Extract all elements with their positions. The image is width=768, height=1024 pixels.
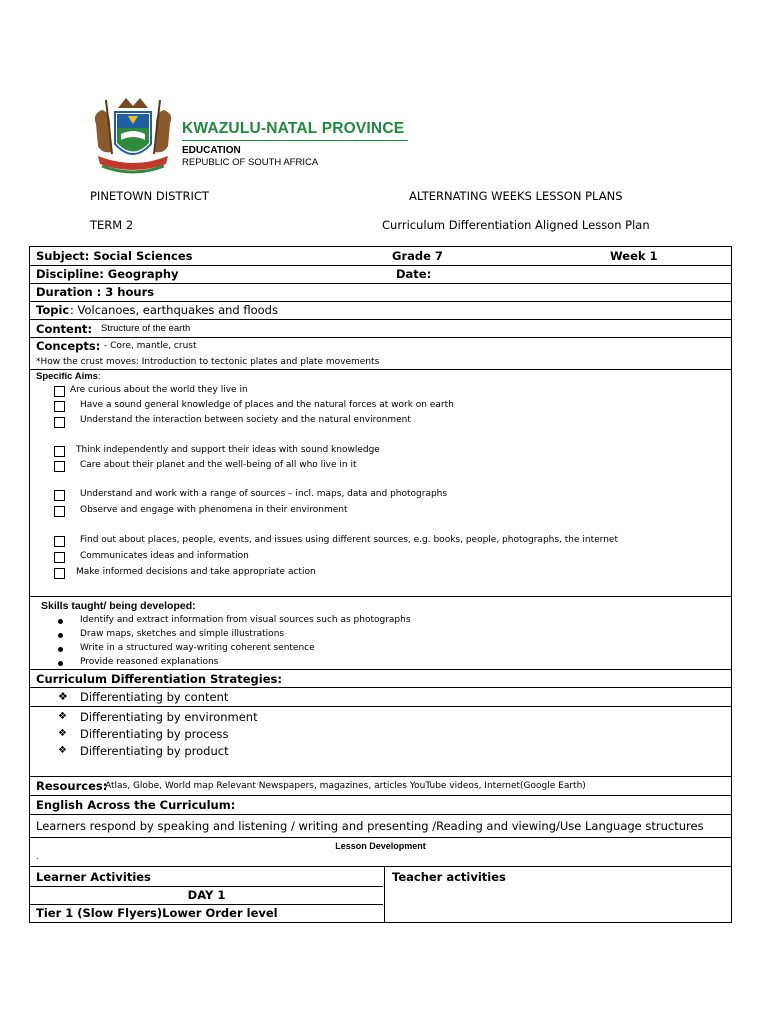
skills-label: Skills taught/ being developed:	[41, 600, 196, 612]
differentiation-item: Differentiating by environment	[80, 710, 258, 724]
aim-item: Think independently and support their ideas with sound knowledge	[76, 445, 380, 455]
aim-item: Understand the interaction between society and the natural environment	[80, 415, 411, 425]
aim-checkbox[interactable]	[54, 386, 65, 397]
bullet-icon	[58, 647, 63, 652]
topic-row	[30, 301, 731, 319]
concepts-value: - Core, mantle, crust	[104, 341, 197, 351]
aim-checkbox[interactable]	[54, 461, 65, 472]
differentiation-item: Differentiating by process	[80, 727, 229, 741]
learner-activities-header: Learner Activities	[36, 870, 151, 884]
english-value: Learners respond by speaking and listening / writing and presenting /Reading and viewing/Use Language structures	[36, 819, 704, 833]
concepts-note: *How the crust moves: Introduction to tectonic plates and plate movements	[36, 357, 380, 367]
skill-item: Write in a structured way-writing coherent sentence	[80, 643, 315, 653]
grade-label: Grade 7	[392, 249, 443, 263]
differentiation-item: Differentiating by content	[80, 690, 229, 704]
duration-label: Duration : 3 hours	[36, 285, 155, 299]
date-label: Date:	[396, 267, 432, 281]
aim-item: Understand and work with a range of sources – incl. maps, data and photographs	[80, 489, 448, 499]
aim-item: Communicates ideas and information	[80, 551, 249, 561]
logo-divider	[182, 140, 408, 141]
concepts-row	[30, 337, 731, 369]
aim-item: Have a sound general knowledge of places and the natural forces at work on earth	[80, 400, 454, 410]
diamond-bullet-icon: ❖	[58, 745, 67, 756]
department-name: EDUCATION	[182, 145, 241, 156]
aim-item: Find out about places, people, events, and issues using different sources, e.g. books, people, photographs, the internet	[80, 535, 618, 545]
topic-value: : Volcanoes, earthquakes and floods	[70, 303, 278, 317]
lesson-development-title: Lesson Development	[335, 841, 426, 851]
lesson-plan-table	[29, 246, 732, 923]
republic-name: REPUBLIC OF SOUTH AFRICA	[182, 157, 319, 168]
differentiation-row	[30, 687, 731, 706]
aim-checkbox[interactable]	[54, 568, 65, 579]
activity-header-row	[30, 866, 731, 886]
discipline-label: Discipline: Geography	[36, 267, 179, 281]
aim-checkbox[interactable]	[54, 417, 65, 428]
aim-item: Make informed decisions and take appropriate action	[76, 567, 316, 577]
aim-item: Observe and engage with phenomena in their environment	[80, 505, 348, 515]
english-header-row	[30, 795, 731, 814]
topic-label: Topic	[36, 303, 70, 317]
district-name: PINETOWN DISTRICT	[90, 189, 209, 203]
aim-checkbox[interactable]	[54, 506, 65, 517]
column-divider	[384, 866, 385, 922]
diamond-bullet-icon: ❖	[58, 690, 68, 703]
skill-item: Identify and extract information from visual sources such as photographs	[80, 615, 411, 625]
aim-item: Care about their planet and the well-being of all who live in it	[80, 460, 357, 470]
bullet-icon	[58, 661, 63, 666]
week-label: Week 1	[610, 249, 658, 263]
differentiation-list	[30, 706, 731, 776]
aim-checkbox[interactable]	[54, 536, 65, 547]
content-value: Structure of the earth	[101, 323, 191, 334]
content-row	[30, 319, 731, 337]
concepts-label: Concepts:	[36, 339, 101, 353]
kzn-education-logo	[88, 94, 418, 180]
skill-item: Draw maps, sketches and simple illustrations	[80, 629, 285, 639]
specific-aims-label: Specific Aims:	[36, 371, 101, 382]
skills-section	[30, 596, 731, 669]
specific-aims-section	[30, 369, 731, 596]
differentiation-item: Differentiating by product	[80, 744, 229, 758]
term-label: TERM 2	[90, 218, 134, 232]
aim-checkbox[interactable]	[54, 401, 65, 412]
org-name: KWAZULU-NATAL PROVINCE	[182, 120, 405, 137]
differentiation-label: Curriculum Differentiation Strategies:	[36, 672, 282, 686]
subject-label: Subject: Social Sciences	[36, 249, 193, 263]
aim-checkbox[interactable]	[54, 552, 65, 563]
coat-of-arms-icon	[88, 94, 178, 180]
plan-type: ALTERNATING WEEKS LESSON PLANS	[409, 189, 623, 203]
bullet-icon	[58, 619, 63, 624]
english-label: English Across the Curriculum:	[36, 798, 236, 812]
day-row	[30, 886, 383, 904]
skill-item: Provide reasoned explanations	[80, 657, 219, 667]
content-label: Content:	[36, 322, 93, 336]
lesson-development-row	[30, 837, 731, 866]
plan-subtitle: Curriculum Differentiation Aligned Lesson Plan	[382, 218, 650, 232]
day-label: DAY 1	[187, 888, 226, 902]
diamond-bullet-icon: ❖	[58, 711, 67, 722]
diamond-bullet-icon: ❖	[58, 728, 67, 739]
subject-row	[30, 247, 731, 265]
aim-item: Are curious about the world they live in	[70, 385, 248, 395]
aim-checkbox[interactable]	[54, 490, 65, 501]
resources-row	[30, 776, 731, 795]
aim-checkbox[interactable]	[54, 446, 65, 457]
english-value-row	[30, 814, 731, 837]
discipline-row	[30, 265, 731, 283]
tier-label: Tier 1 (Slow Flyers)Lower Order level	[36, 906, 278, 920]
tier-row	[30, 904, 383, 922]
bullet-icon	[58, 633, 63, 638]
duration-row	[30, 283, 731, 301]
resources-label: Resources:	[36, 779, 108, 793]
resources-value: Atlas, Globe, World map Relevant Newspapers, magazines, articles YouTube videos, Internet(Google Earth)	[105, 781, 586, 791]
teacher-activities-header: Teacher activities	[392, 870, 506, 884]
differentiation-header-row	[30, 669, 731, 687]
dot-mark: .	[36, 852, 39, 861]
